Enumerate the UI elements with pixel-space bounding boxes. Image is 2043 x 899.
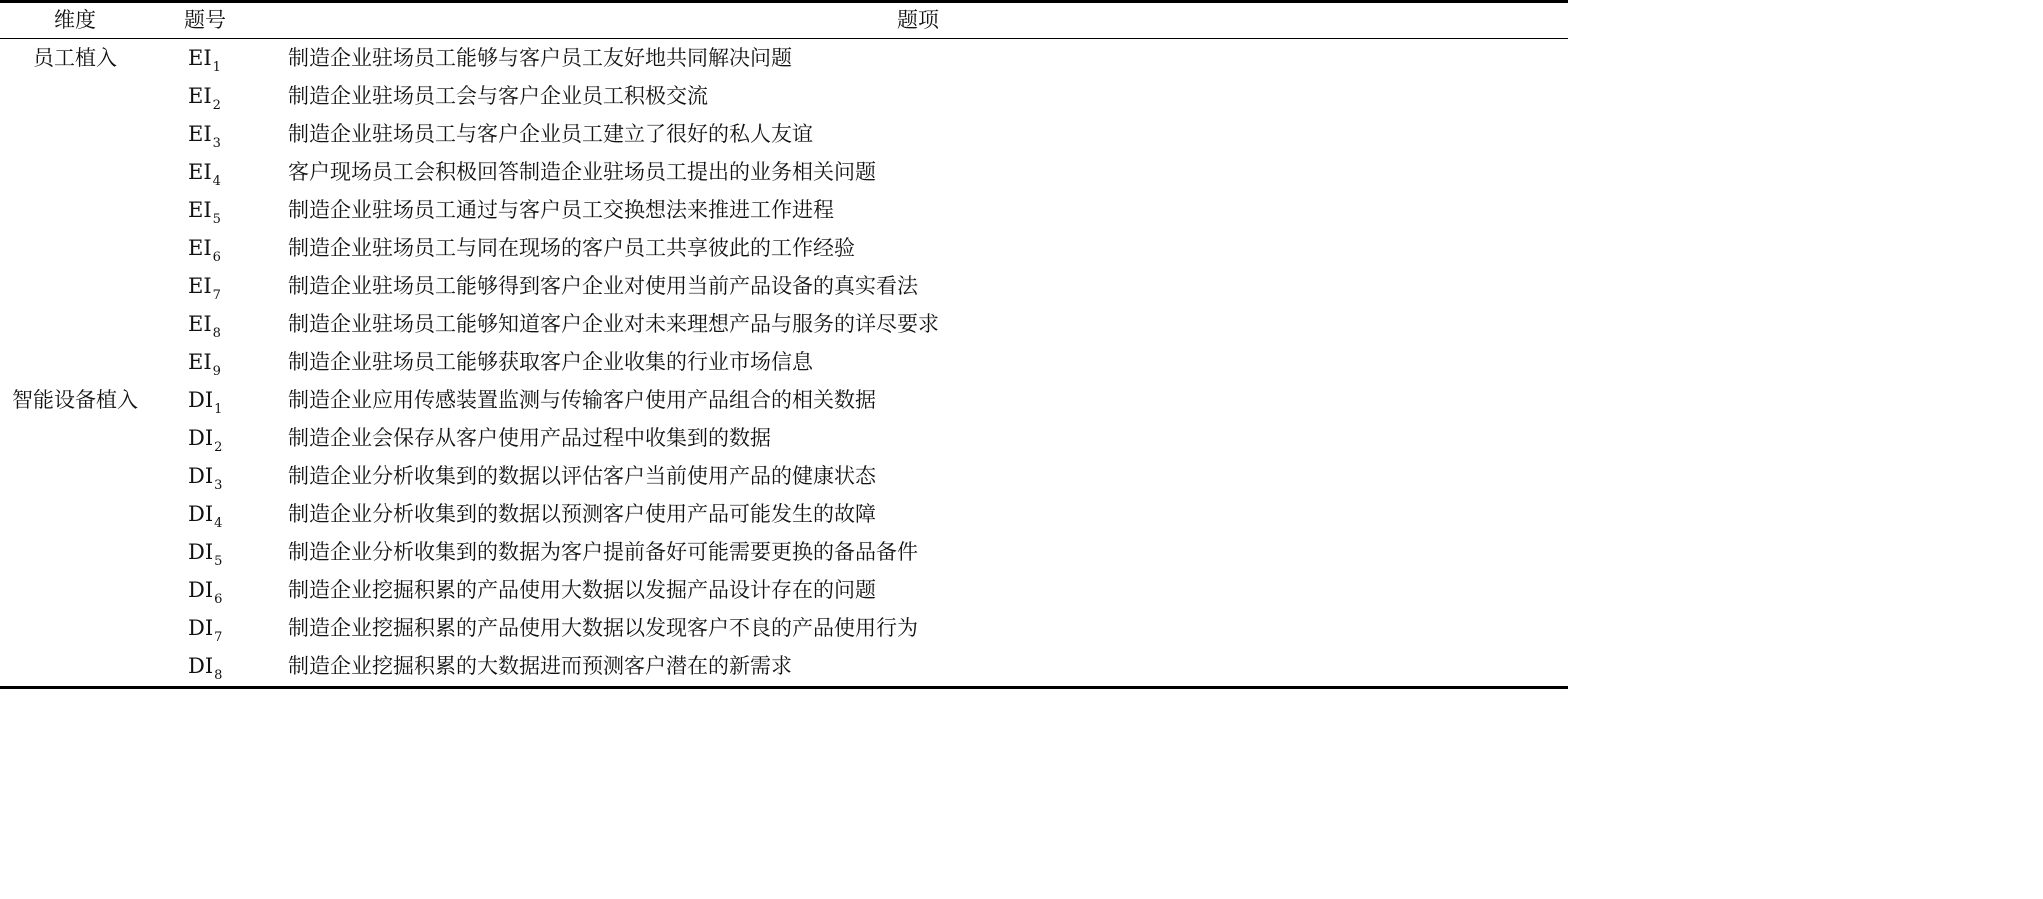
item-id-subscript: 3	[212, 136, 221, 151]
table-row	[0, 191, 1568, 229]
item-id-main: DI	[188, 540, 214, 564]
item-id-main: DI	[188, 502, 214, 526]
item-text-cell: 制造企业驻场员工与客户企业员工建立了很好的私人友谊	[288, 122, 813, 146]
item-id-subscript: 8	[212, 326, 221, 341]
header-item: 题项	[897, 8, 939, 32]
item-text-cell: 制造企业驻场员工能够与客户员工友好地共同解决问题	[288, 46, 792, 70]
item-id-main: EI	[188, 312, 212, 336]
table-row	[0, 533, 1568, 571]
item-id-subscript: 9	[212, 364, 221, 379]
item-id-main: EI	[188, 198, 212, 222]
item-text-cell: 制造企业驻场员工与同在现场的客户员工共享彼此的工作经验	[288, 236, 855, 260]
item-text-cell: 制造企业会保存从客户使用产品过程中收集到的数据	[288, 426, 771, 450]
item-id-subscript: 8	[214, 668, 223, 683]
item-id-main: DI	[188, 464, 214, 488]
item-text-cell: 制造企业驻场员工会与客户企业员工积极交流	[288, 84, 708, 108]
item-text-cell: 制造企业驻场员工能够得到客户企业对使用当前产品设备的真实看法	[288, 274, 918, 298]
item-id-main: DI	[188, 654, 214, 678]
table-row	[0, 267, 1568, 305]
item-text-cell: 制造企业分析收集到的数据以评估客户当前使用产品的健康状态	[288, 464, 876, 488]
dimension-cell: 智能设备植入	[12, 388, 138, 412]
table-row	[0, 495, 1568, 533]
item-id-subscript: 5	[212, 212, 221, 227]
item-text-cell: 客户现场员工会积极回答制造企业驻场员工提出的业务相关问题	[288, 160, 876, 184]
item-id-main: EI	[188, 274, 212, 298]
item-id-subscript: 6	[214, 592, 223, 607]
table-row	[0, 381, 1568, 419]
table-row	[0, 39, 1568, 77]
item-id-subscript: 7	[214, 630, 223, 645]
item-id-subscript: 4	[214, 516, 223, 531]
item-id-main: EI	[188, 46, 212, 70]
table-row	[0, 305, 1568, 343]
table-row	[0, 77, 1568, 115]
item-text-cell: 制造企业挖掘积累的产品使用大数据以发现客户不良的产品使用行为	[288, 616, 918, 640]
table-header	[0, 3, 1568, 38]
item-id-subscript: 7	[212, 288, 221, 303]
table-row	[0, 229, 1568, 267]
item-id-main: EI	[188, 160, 212, 184]
item-id-main: EI	[188, 84, 212, 108]
table-row	[0, 609, 1568, 647]
item-id-subscript: 5	[214, 554, 223, 569]
table-row	[0, 571, 1568, 609]
item-id-main: EI	[188, 122, 212, 146]
item-id-subscript: 4	[212, 174, 221, 189]
item-id-main: DI	[188, 616, 214, 640]
item-text-cell: 制造企业分析收集到的数据以预测客户使用产品可能发生的故障	[288, 502, 876, 526]
item-id-subscript: 1	[214, 402, 223, 417]
item-id-main: EI	[188, 236, 212, 260]
table-row	[0, 457, 1568, 495]
item-id-main: EI	[188, 350, 212, 374]
item-id-subscript: 6	[212, 250, 221, 265]
item-id-subscript: 2	[214, 440, 223, 455]
table-row	[0, 419, 1568, 457]
header-dimension: 维度	[54, 8, 96, 32]
item-id-subscript: 3	[214, 478, 223, 493]
item-text-cell: 制造企业挖掘积累的产品使用大数据以发掘产品设计存在的问题	[288, 578, 876, 602]
item-text-cell: 制造企业分析收集到的数据为客户提前备好可能需要更换的备品备件	[288, 540, 918, 564]
item-id-main: DI	[188, 426, 214, 450]
item-text-cell: 制造企业驻场员工能够知道客户企业对未来理想产品与服务的详尽要求	[288, 312, 939, 336]
table-row	[0, 153, 1568, 191]
item-text-cell: 制造企业挖掘积累的大数据进而预测客户潜在的新需求	[288, 654, 792, 678]
item-id-main: DI	[188, 388, 214, 412]
item-text-cell: 制造企业驻场员工通过与客户员工交换想法来推进工作进程	[288, 198, 834, 222]
dimension-cell: 员工植入	[33, 46, 117, 70]
table-row	[0, 343, 1568, 381]
item-text-cell: 制造企业驻场员工能够获取客户企业收集的行业市场信息	[288, 350, 813, 374]
table-row	[0, 115, 1568, 153]
table-row	[0, 647, 1568, 685]
item-text-cell: 制造企业应用传感装置监测与传输客户使用产品组合的相关数据	[288, 388, 876, 412]
item-id-subscript: 2	[212, 98, 221, 113]
item-id-subscript: 1	[212, 60, 221, 75]
header-item-no: 题号	[184, 8, 226, 32]
item-id-main: DI	[188, 578, 214, 602]
table-bottom-rule	[0, 686, 1568, 689]
